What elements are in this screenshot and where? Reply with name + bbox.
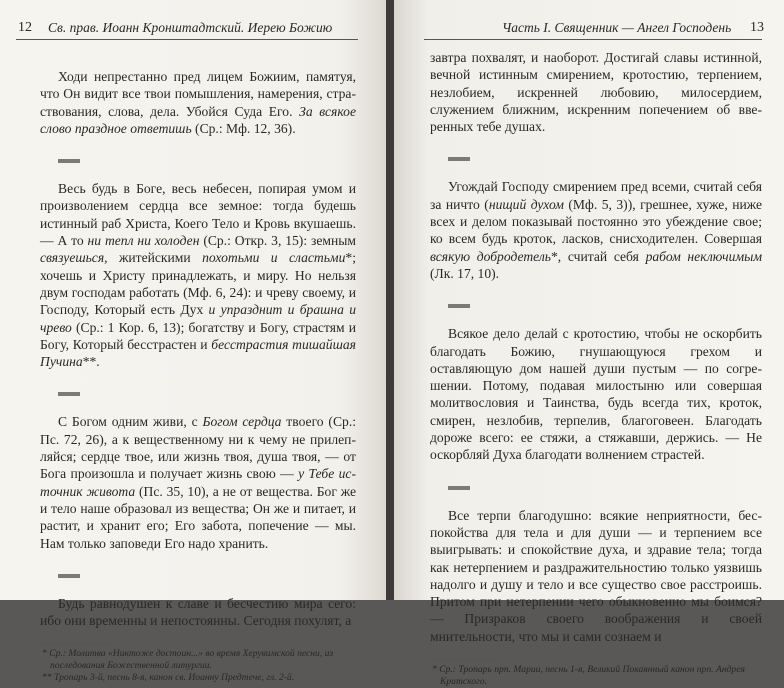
section-separator bbox=[58, 574, 80, 578]
running-title: Часть I. Священник — Ангел Господень bbox=[502, 20, 732, 35]
section-separator bbox=[448, 486, 470, 490]
right-page-text bbox=[430, 40, 762, 688]
footnote-rule bbox=[430, 659, 500, 660]
header-rule bbox=[16, 39, 358, 40]
footnote: * Ср.: Тропарь прп. Марии, песнь 1-я, Великий Покаянный канон прп. Андрея Критского. bbox=[432, 664, 745, 688]
footnote: ** Тропарь 3-й, песнь 8-я, канон св. Иоанну Предтече, гл. 2-й. bbox=[42, 672, 295, 684]
left-page-header bbox=[18, 0, 356, 40]
book-gutter bbox=[386, 0, 394, 600]
paragraph: Будь равнодушен к славе и бесчестию мира сего: ибо они временны и непостоянны. Сегодня похулят, а bbox=[40, 595, 356, 629]
right-page bbox=[394, 0, 784, 688]
paragraph: Все терпи благодушно: всякие неприятности, беспокойства для тела и для души — и терпением все выигрывать: и спокойствие духа, и здравие тела; тогда как нетерпением и раздражительностию только уязвишь надолго и душу и тело и все существо свое расстроишь. Притом при нетерпении чего обыкновенно мы боимся? — Призраков своего воображения и своей мнительности, что мы и сами сознаем и bbox=[430, 507, 762, 644]
paragraph: С Богом одним живи, с Богом сердца твоего (Ср.: Пс. 72, 26), а к вещественному ни к чему не прилепляйся; сердце твое, или жизнь твоя, душа твоя, — от Бога произошла и получает жизнь свою — у Тебе источник живота (Пс. 35, 10), а не от вещества. Бог же и тело наше образовал из вещества; Он же и питает, и растит, и хранит его; Его забота, попечение — мы. Нам только заповеди Его надо хранить. bbox=[40, 414, 356, 551]
footnote-rule bbox=[40, 643, 110, 644]
left-page bbox=[0, 0, 386, 684]
paragraph: завтра похвалят, и наоборот. Достигай славы истинной, вечной истинным смирением, кротостию, терпением, незлобием, искренней любовию, милосердием, служением ближним, искренним попечением об вверенных тебе душах. bbox=[430, 50, 762, 135]
paragraph: Угождай Господу смирением пред всеми, считай себя за ничто (нищий духом (Мф. 5, 3)), грешнее, хуже, ниже всех и делом показывай постоянно это убеждение свое; ко всем будь кроток, ласков, снисходителен. Совершая всякую добродетель*, считай себя рабом неключимым (Лк. 17, 10). bbox=[430, 179, 763, 281]
header-rule bbox=[424, 39, 762, 40]
left-page-text bbox=[40, 40, 356, 684]
paragraph: Весь будь в Боге, весь небесен, попирая умом и произволением сердца все земное: тогда будешь истинный раб Христа, Коего Тело и Кровь вкушаешь. — А то ни тепл ни холоден (Ср.: Откр. 3, 15): земным связуешься, житейскими похотьми и сластьми*; хочешь и Христу принадлежать, и миру. Но нельзя двум господам работать (Мф. 6, 24): и чреву своему, и Господу, Который есть Дух и упразднит и брашна и чрево (Ср.: 1 Кор. 6, 13); богатству и Богу, страстям и Богу, Который бесстрастен и бесстрастия тишайшая Пучина**. bbox=[40, 181, 357, 370]
paragraph: Ходи непрестанно пред лицем Божиим, памятуя, что Он видит все твои помышления, намерения, страствования, слова, дела. Убойся Суда Его. За всякое слово праздное ответишь (Ср.: Мф. 12, 36). bbox=[40, 69, 356, 136]
section-separator bbox=[58, 392, 80, 396]
page-number: 13 bbox=[750, 20, 764, 35]
paragraph: Всякое дело делай с кротостию, чтобы не оскорбить благодать Божию, гнушающуюся грехом и оставляющую дом нашей души пустым — по согрешении. Потому, подавая милостыню или совершая молитвословия и Таинства, будь всегда тих, кроток, смирен, незлобив, терпелив, благоговеен. Благодать дороже всего: ее стяжи, а стяжавши, держись. — Не оскорбляй Духа благодати волнением страстей. bbox=[430, 326, 762, 463]
running-title: Св. прав. Иоанн Кронштадтский. Иерею Божию bbox=[48, 20, 333, 35]
page-number: 12 bbox=[18, 20, 32, 35]
footnote: * Ср.: Молитва «Никтоже достоин...» во время Херувимской песни, из последования Божественной литургии. bbox=[42, 648, 334, 672]
section-separator bbox=[448, 304, 470, 308]
section-separator bbox=[58, 159, 80, 163]
right-page-header bbox=[430, 0, 762, 40]
section-separator bbox=[448, 157, 470, 161]
